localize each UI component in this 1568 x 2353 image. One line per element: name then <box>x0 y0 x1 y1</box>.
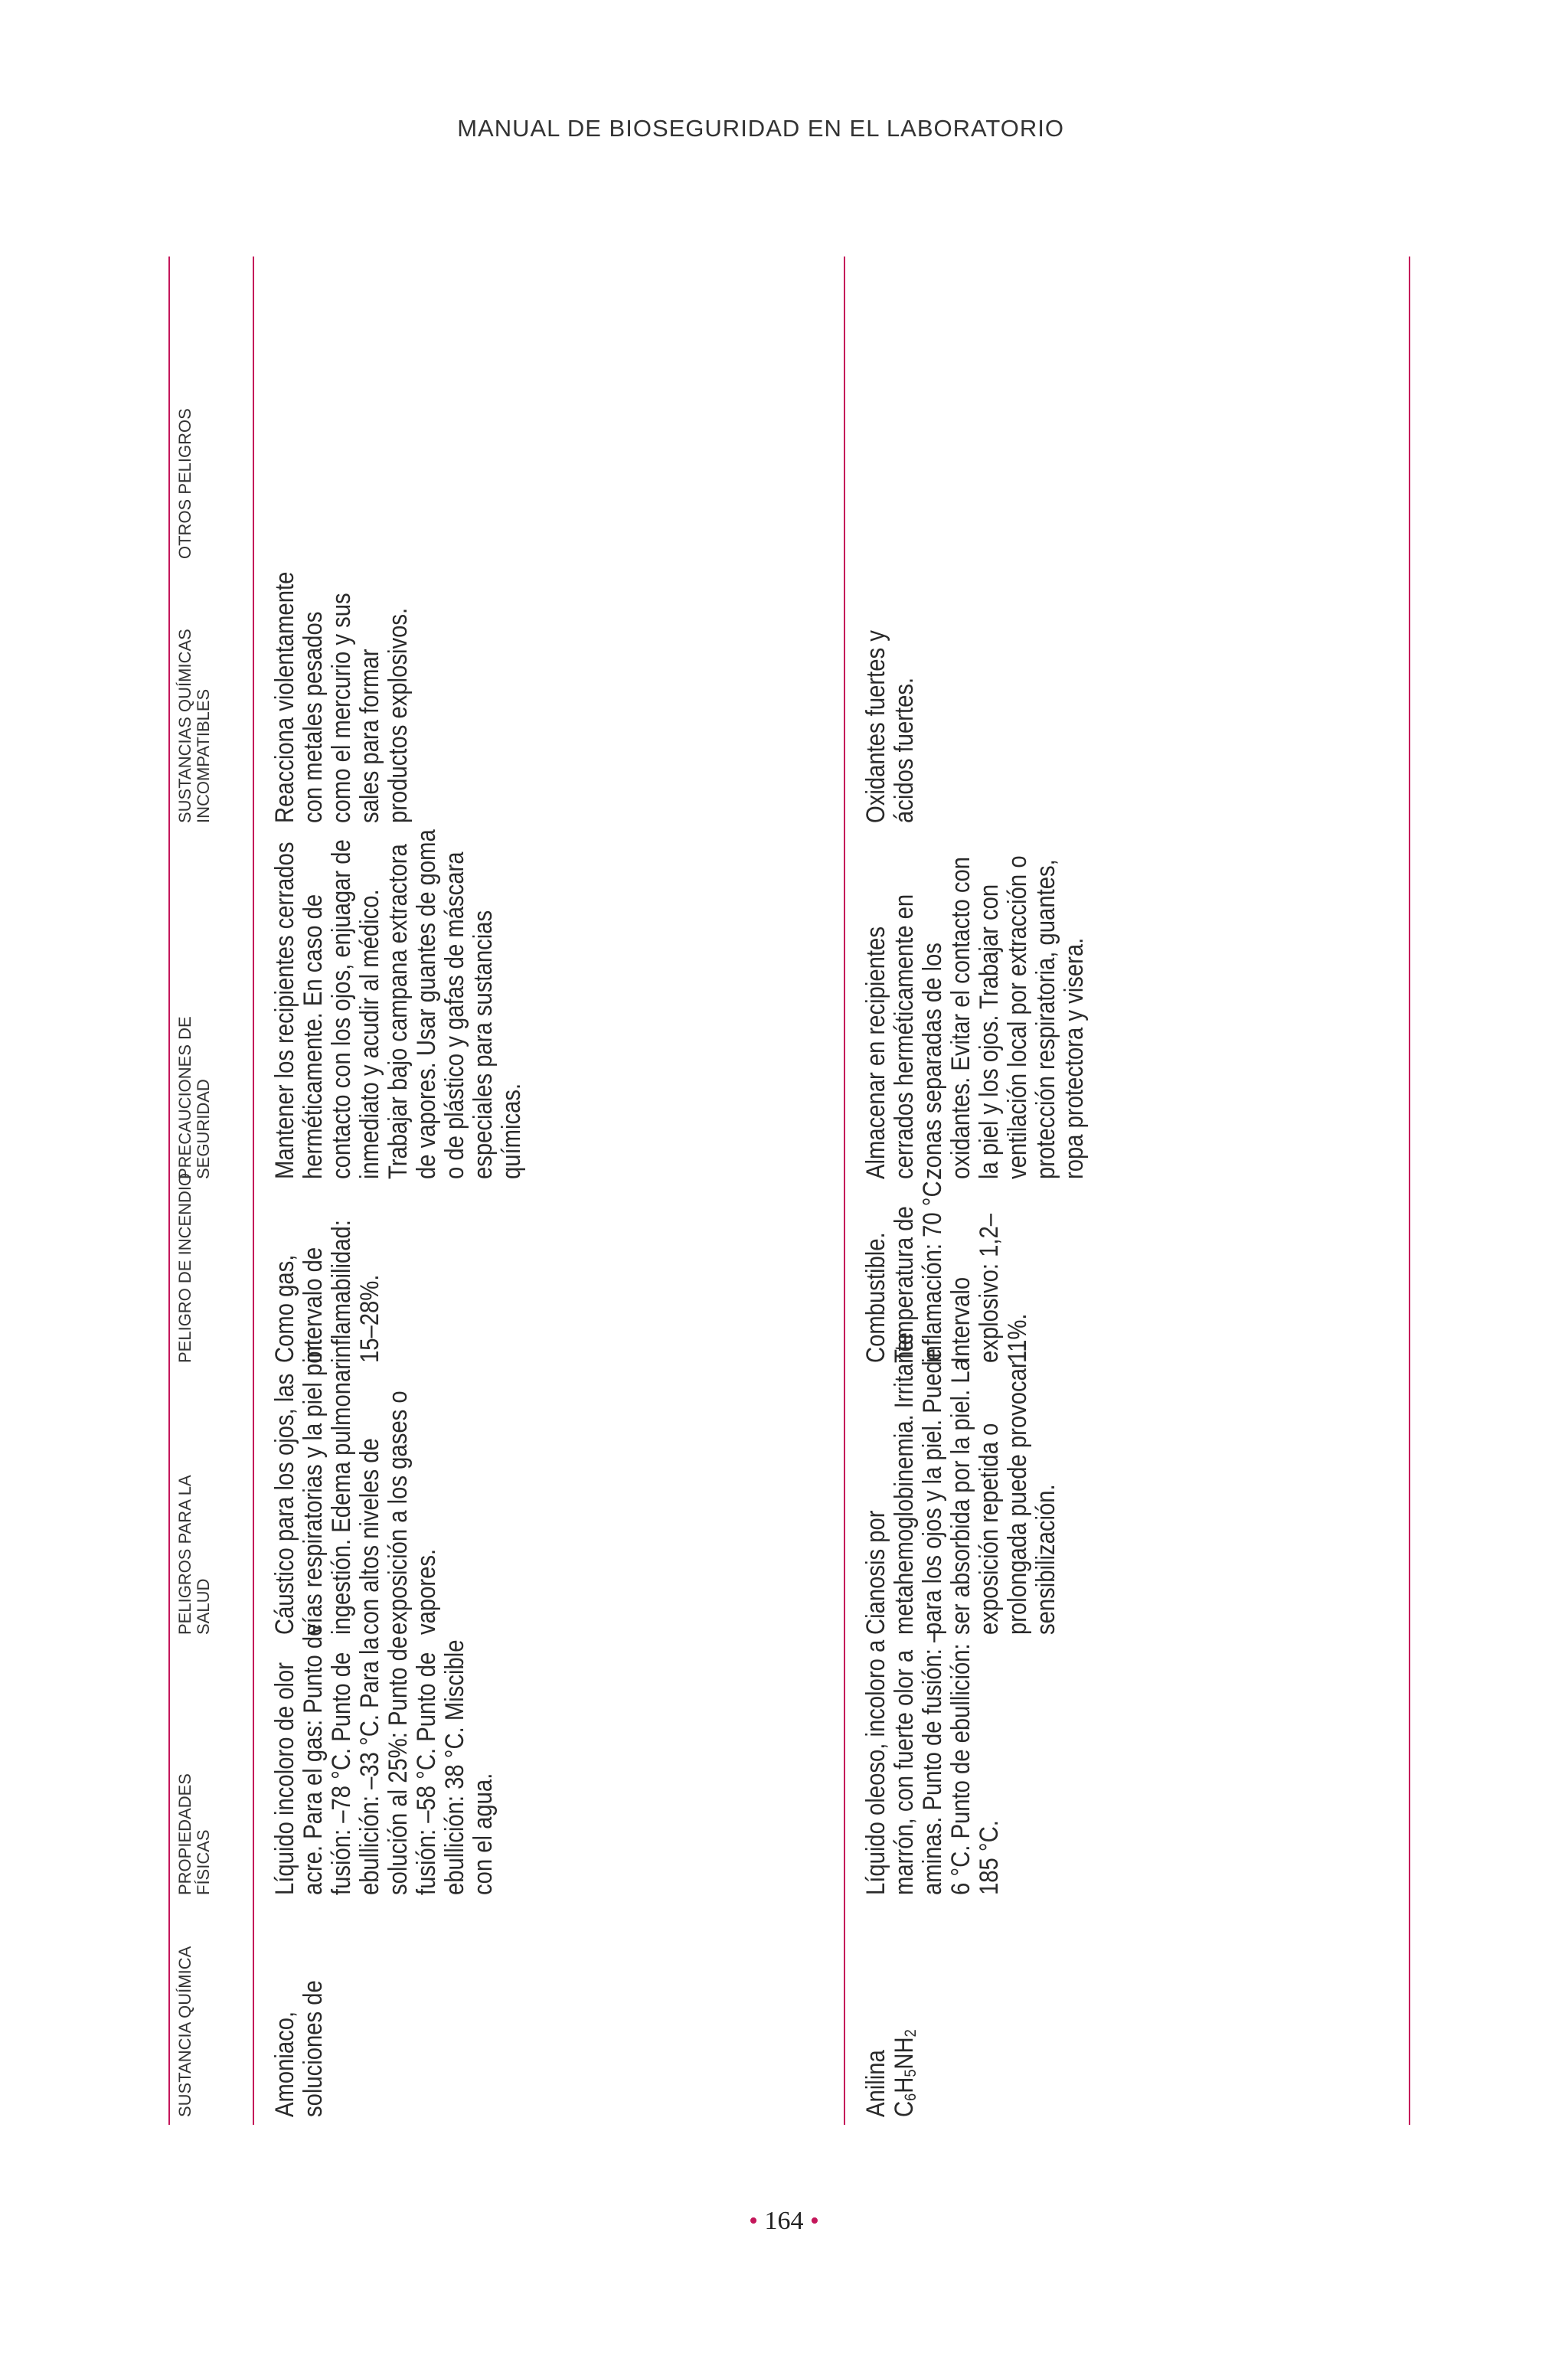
col-header-physical: PROPIEDADES FÍSICAS <box>175 1773 213 1895</box>
row2-health: Cianosis por metahemoglobinemia. Irritante para los ojos y la piel. Puede ser absorbida por la piel. La exposición repetida o prolongada puede provocar sensibilización. <box>861 1332 1060 1635</box>
col-header-fire: PELIGRO DE INCENDIO <box>175 1172 194 1363</box>
row2-incompatible: Oxidantes fuertes y ácidos fuertes. <box>861 630 919 823</box>
table-rule-top <box>168 257 170 2125</box>
col-header-health: PELIGROS PARA LA SALUD <box>175 1476 213 1635</box>
row1-fire: Como gas, intervalo de inflamabilidad: 15–28%. <box>270 1220 384 1363</box>
table-rule-bottom <box>1409 257 1410 2125</box>
row1-substance: Amoniaco, soluciones de <box>270 1980 328 2117</box>
chemical-table <box>168 249 1439 2125</box>
page-number-value: 164 <box>764 2207 804 2235</box>
row1-precautions: Mantener los recipientes cerrados herméticamente. En caso de contacto con los ojos, enjuagar de inmediato y acudir al médico. Trabajar bajo campana extractora de vapores. Usar guantes de goma o de plástico y gafas de máscara especiales para sustancias químicas. <box>270 829 526 1179</box>
table-rule-row <box>844 257 845 2125</box>
folio-bullet-right: • <box>810 2207 819 2235</box>
row1-incompatible: Reacciona violentamente con metales pesados como el mercurio y sus sales para formar productos explosivos. <box>270 571 413 823</box>
row2-formula: $C_6H_5NH_2$ <box>890 2029 920 2117</box>
row2-fire: Combustible. Temperatura de inflamación: 70 °C. Intervalo explosivo: 1,2–11%. <box>861 1175 1032 1363</box>
table-rule-header <box>253 257 254 2125</box>
row1-physical: Líquido incoloro de olor acre. Para el gas: Punto de fusión: –78 °C. Punto de ebullición: –33 °C. Para la solución al 25%: Punto de fusión: –58 °C. Punto de ebullición: 38 °C. Miscible con el agua. <box>270 1623 498 1895</box>
row2-substance-name: Anilina <box>861 2050 890 2117</box>
col-header-incompatible: SUSTANCIAS QUÍMICAS INCOMPATIBLES <box>175 629 213 823</box>
col-header-precautions: PRECAUCIONES DE SEGURIDAD <box>175 1016 213 1179</box>
running-title: MANUAL DE BIOSEGURIDAD EN EL LABORATORIO <box>457 115 1064 142</box>
folio-bullet-left: • <box>749 2207 758 2235</box>
col-header-other: OTROS PELIGROS <box>175 408 194 559</box>
col-header-substance: SUSTANCIA QUÍMICA <box>175 1946 194 2117</box>
row2-precautions: Almacenar en recipientes cerrados herméticamente en zonas separadas de los oxidantes. Evitar el contacto con la piel y los ojos. Trabajar con ventilación local por extracción o protección respiratoria, guantes, ropa protectora y visera. <box>861 855 1089 1179</box>
row2-physical: Líquido oleoso, incoloro a marrón, con fuerte olor a aminas. Punto de fusión: –6 °C. Punto de ebullición: 185 °C. <box>861 1629 1004 1895</box>
page-number <box>0 2207 1568 2236</box>
row2-substance <box>862 1946 919 2117</box>
row1-health: Cáustico para los ojos, las vías respiratorias y la piel por ingestión. Edema pulmonar con altos niveles de exposición a los gases o vapores. <box>270 1343 441 1635</box>
